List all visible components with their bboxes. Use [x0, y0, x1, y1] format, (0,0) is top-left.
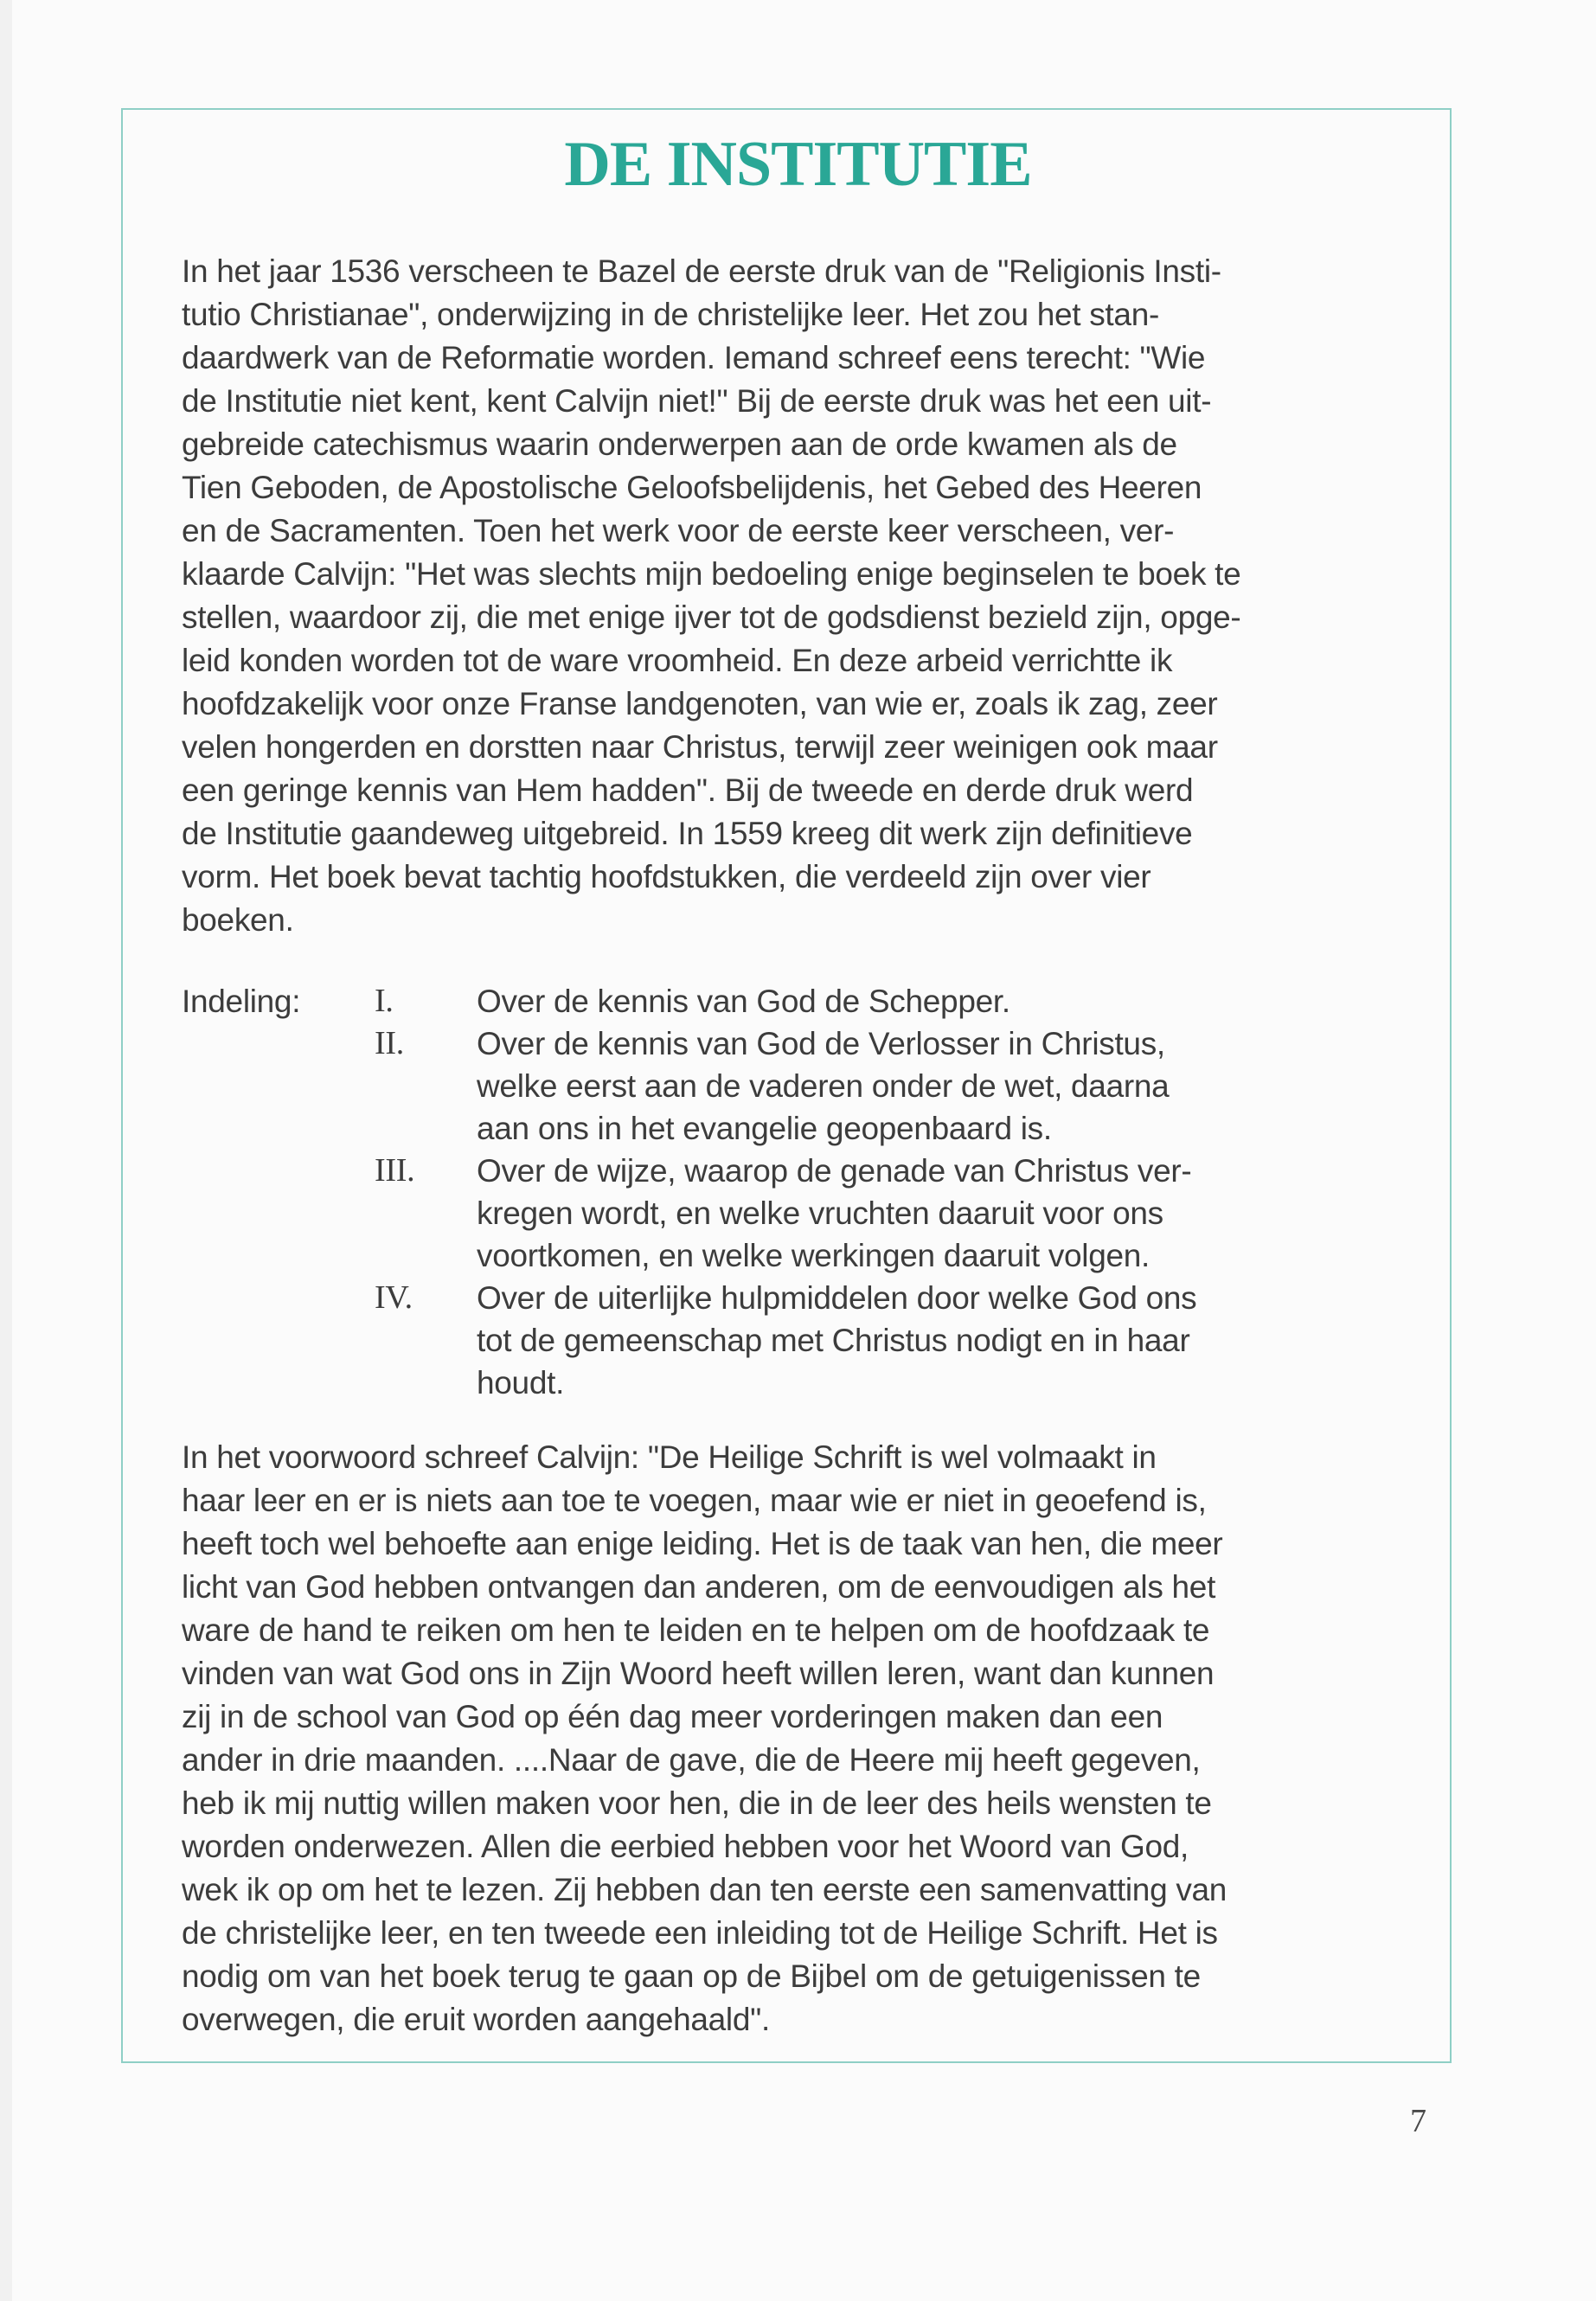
text-line: leid konden worden tot de ware vroomheid. En deze arbeid verrichtte ik: [182, 643, 1173, 678]
text-line: en de Sacramenten. Toen het werk voor de eerste keer verscheen, ver-: [182, 513, 1175, 548]
page-edge: [0, 0, 12, 2301]
text-line: Tien Geboden, de Apostolische Geloofsbelijdenis, het Gebed des Heeren: [182, 470, 1202, 505]
item-text: [477, 1022, 1359, 1150]
text-line: de Institutie gaandeweg uitgebreid. In 1559 kreeg dit werk zijn definitieve: [182, 816, 1193, 851]
text-line: licht van God hebben ontvangen dan anderen, om de eenvoudigen als het: [182, 1569, 1216, 1605]
text-line: Over de wijze, waarop de genade van Christus ver-: [477, 1153, 1192, 1189]
text-line: de Institutie niet kent, kent Calvijn niet!" Bij de eerste druk was het een uit-: [182, 383, 1212, 419]
text-line: houdt.: [477, 1365, 565, 1400]
text-line: Over de uiterlijke hulpmiddelen door welke God ons: [477, 1280, 1197, 1316]
text-line: heeft toch wel behoefte aan enige leiding. Het is de taak van hen, die meer: [182, 1526, 1223, 1561]
text-line: tot de gemeenschap met Christus nodigt en in haar: [477, 1323, 1190, 1358]
text-line: boeken.: [182, 902, 294, 938]
text-line: voortkomen, en welke werkingen daaruit volgen.: [477, 1238, 1151, 1273]
text-line: stellen, waardoor zij, die met enige ijver tot de godsdienst bezield zijn, opge-: [182, 599, 1241, 635]
item-text: [477, 1150, 1359, 1277]
roman-numeral: II.: [375, 1025, 404, 1061]
text-line: aan ons in het evangelie geopenbaard is.: [477, 1111, 1052, 1146]
text-line: vinden van wat God ons in Zijn Woord heeft willen leren, want dan kunnen: [182, 1656, 1215, 1691]
text-line: nodig om van het boek terug te gaan op de Bijbel om de getuigenissen te: [182, 1958, 1201, 1994]
text-line: Over de kennis van God de Schepper.: [477, 984, 1010, 1019]
page-title: DE INSTITUTIE: [564, 129, 1032, 200]
text-line: haar leer en er is niets aan toe te voegen, maar wie er niet in geoefend is,: [182, 1483, 1207, 1518]
roman-numeral: III.: [375, 1152, 415, 1189]
text-line: overwegen, die eruit worden aangehaald".: [182, 2002, 770, 2037]
foreword-paragraph: [182, 1436, 1388, 2041]
text-line: een geringe kennis van Hem hadden". Bij de tweede en derde druk werd: [182, 772, 1194, 808]
text-line: ware de hand te reiken om hen te leiden en te helpen om de hoofdzaak te: [182, 1612, 1210, 1648]
item-text: [477, 1277, 1359, 1404]
intro-paragraph: [182, 250, 1388, 942]
text-line: Over de kennis van God de Verlosser in Christus,: [477, 1026, 1165, 1061]
text-line: tutio Christianae", onderwijzing in de christelijke leer. Het zou het stan-: [182, 297, 1159, 332]
text-line: de christelijke leer, en ten tweede een inleiding tot de Heilige Schrift. Het is: [182, 1915, 1218, 1951]
page-number: 7: [1410, 2103, 1426, 2139]
text-line: klaarde Calvijn: "Het was slechts mijn bedoeling enige beginselen te boek te: [182, 556, 1241, 592]
text-line: ander in drie maanden. ....Naar de gave, die de Heere mij heeft gegeven,: [182, 1742, 1201, 1778]
text-line: In het jaar 1536 verscheen te Bazel de eerste druk van de "Religionis Insti-: [182, 253, 1221, 289]
text-line: velen hongerden en dorstten naar Christus, terwijl zeer weinigen ook maar: [182, 729, 1218, 765]
text-line: zij in de school van God op één dag meer vorderingen maken dan een: [182, 1699, 1163, 1734]
text-line: hoofdzakelijk voor onze Franse landgenoten, van wie er, zoals ik zag, zeer: [182, 686, 1218, 721]
text-line: vorm. Het boek bevat tachtig hoofdstukken, die verdeeld zijn over vier: [182, 859, 1151, 894]
indeling-label: Indeling:: [182, 984, 301, 1019]
text-line: welke eerst aan de vaderen onder de wet, daarna: [477, 1068, 1170, 1104]
text-line: daardwerk van de Reformatie worden. Iemand schreef eens terecht: "Wie: [182, 340, 1206, 375]
roman-numeral: I.: [375, 983, 394, 1019]
text-line: heb ik mij nuttig willen maken voor hen, die in de leer des heils wensten te: [182, 1785, 1212, 1821]
text-line: In het voorwoord schreef Calvijn: "De Heilige Schrift is wel volmaakt in: [182, 1439, 1157, 1475]
text-line: worden onderwezen. Allen die eerbied hebben voor het Woord van God,: [182, 1829, 1189, 1864]
roman-numeral: IV.: [375, 1279, 413, 1316]
text-line: gebreide catechismus waarin onderwerpen aan de orde kwamen als de: [182, 426, 1177, 462]
text-line: wek ik op om het te lezen. Zij hebben dan ten eerste een samenvatting van: [182, 1872, 1227, 1907]
item-text: [477, 980, 1359, 1022]
text-line: kregen wordt, en welke vruchten daaruit voor ons: [477, 1195, 1163, 1231]
